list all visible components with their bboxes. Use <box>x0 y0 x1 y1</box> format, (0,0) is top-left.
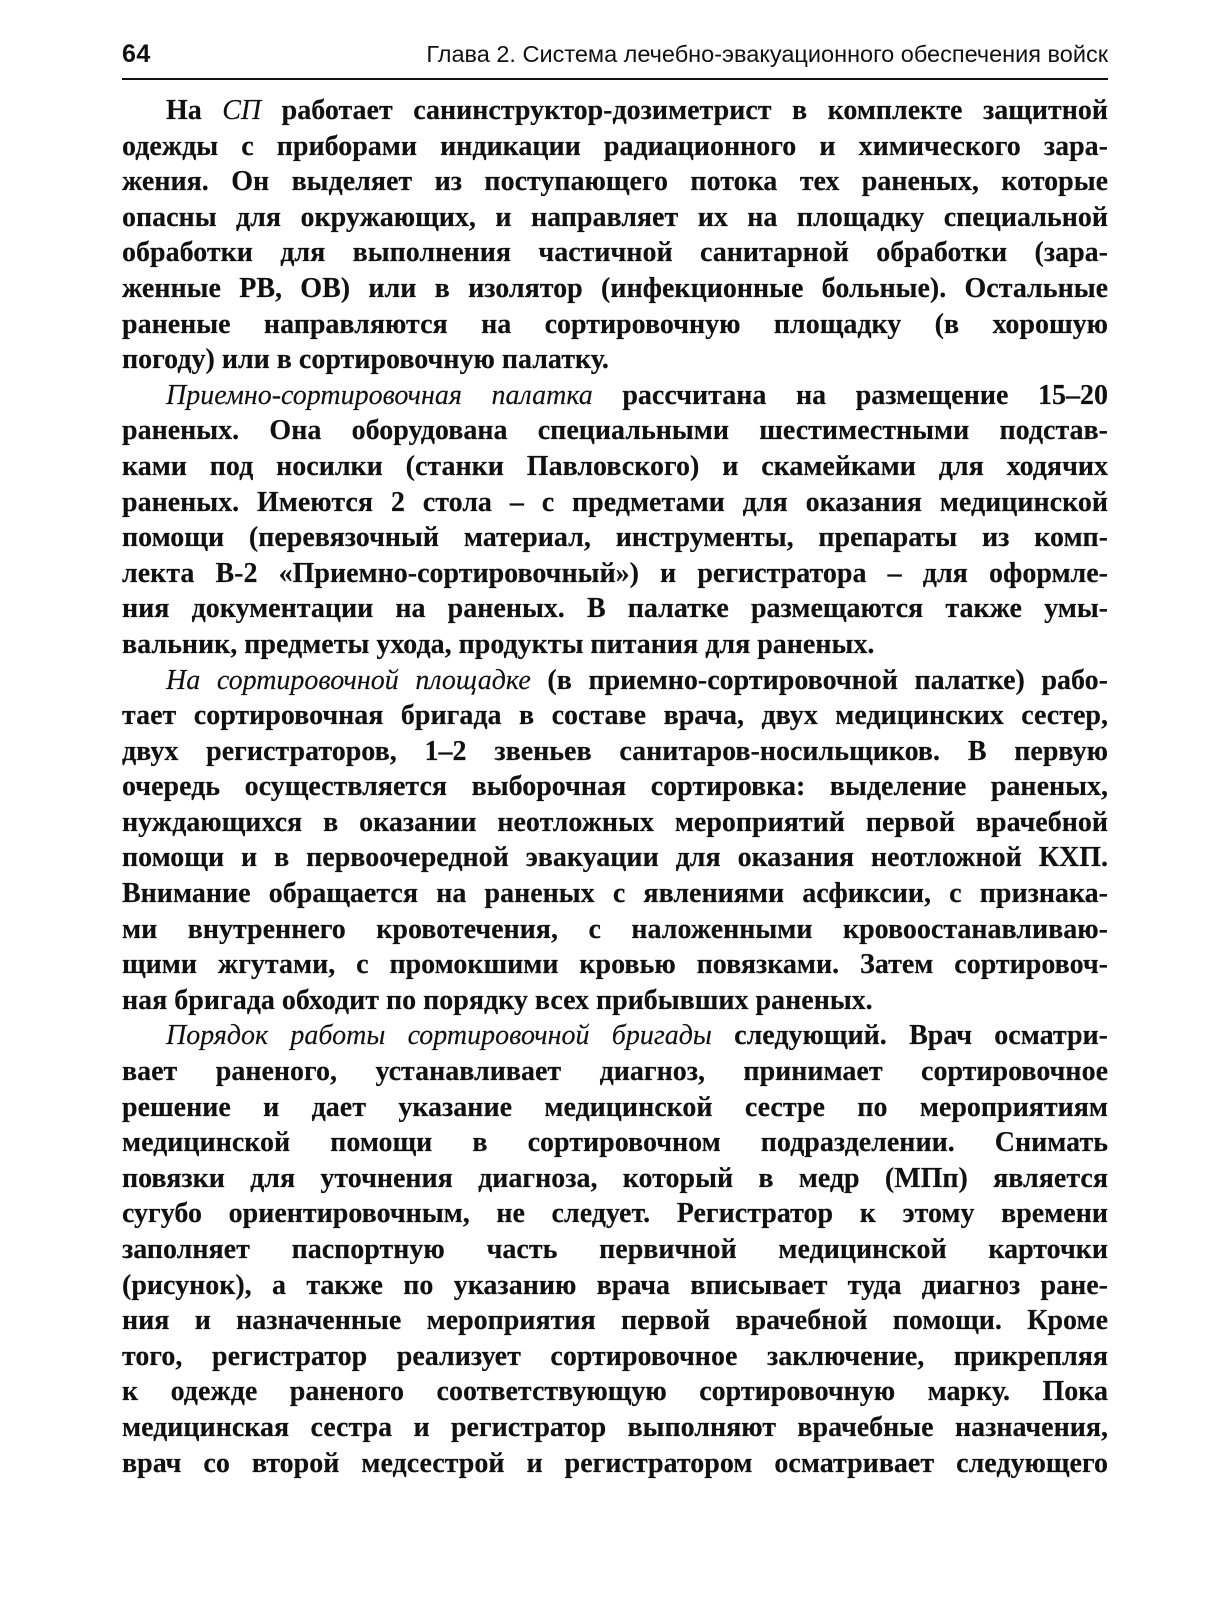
paragraph-line: Внимание обращается на раненых с явлениями асфиксии, с признака- <box>122 878 1108 910</box>
paragraph-line: тает сортировочная бригада в составе врача, двух медицинских сестер, <box>122 700 1108 732</box>
paragraph-line: вальник, предметы ухода, продукты питания для раненых. <box>122 628 875 660</box>
body-text <box>122 93 1108 1481</box>
paragraph-line: ная бригада обходит по порядку всех прибывших раненых. <box>122 984 873 1016</box>
paragraph-line <box>122 93 1108 129</box>
paragraph-line-text: рассчитана на размещение 15–20 <box>592 379 1108 411</box>
paragraph-line <box>122 1018 1108 1054</box>
paragraph-line: сугубо ориентировочным, не следует. Регистратор к этому времени <box>122 1198 1108 1230</box>
paragraph-line: медицинской помощи в сортировочном подразделении. Снимать <box>122 1127 1108 1159</box>
paragraph-line: ми внутреннего кровотечения, с наложенными кровоостанавливаю- <box>122 913 1108 945</box>
paragraph-line: повязки для уточнения диагноза, который в медр (МПп) является <box>122 1162 1108 1194</box>
paragraph-line: (рисунок), а также по указанию врача вписывает туда диагноз ране- <box>122 1269 1108 1301</box>
paragraph-line: помощи (перевязочный материал, инструменты, препараты из комп- <box>122 522 1108 554</box>
paragraph-line: вает раненого, устанавливает диагноз, принимает сортировочное <box>122 1056 1108 1088</box>
paragraph-line: двух регистраторов, 1–2 звеньев санитаров-носильщиков. В первую <box>122 735 1108 767</box>
paragraph-line: медицинская сестра и регистратор выполняют врачебные назначения, <box>122 1411 1108 1443</box>
emphasized-term: СП <box>222 95 262 126</box>
paragraph-line: нуждающихся в оказании неотложных мероприятий первой врачебной <box>122 806 1108 838</box>
paragraph-lead: На <box>166 95 223 126</box>
paragraph-line: женные РВ, ОВ) или в изолятор (инфекционные больные). Остальные <box>122 272 1108 304</box>
emphasized-term: Порядок работы сортировочной бригады <box>166 1020 712 1052</box>
paragraph-line: погоду) или в сортировочную палатку. <box>122 344 609 376</box>
paragraph-line: решение и дает указание медицинской сестре по мероприятиям <box>122 1091 1108 1123</box>
paragraph-line: ками под носилки (станки Павловского) и скамейками для ходячих <box>122 450 1108 482</box>
paragraph-line: раненых. Она оборудована специальными шестиместными подстав- <box>122 415 1108 447</box>
paragraph-line: одежды с приборами индикации радиационного и химического зара- <box>122 130 1108 162</box>
paragraph-line-text: следующий. Врач осматри- <box>711 1020 1108 1052</box>
paragraph-line <box>122 378 1108 414</box>
paragraph-line: раненых. Имеются 2 стола – с предметами для оказания медицинской <box>122 486 1108 518</box>
paragraph-line: того, регистратор реализует сортировочное заключение, прикрепляя <box>122 1340 1108 1372</box>
chapter-title: Глава 2. Система лечебно-эвакуационного обеспечения войск <box>426 41 1108 67</box>
paragraph-line: к одежде раненого соответствующую сортировочную марку. Пока <box>122 1376 1108 1408</box>
emphasized-term: Приемно-сортировочная палатка <box>166 379 593 411</box>
paragraph-line: врач со второй медсестрой и регистратором осматривает следующего <box>122 1447 1108 1479</box>
paragraph-line: ния документации на раненых. В палатке размещаются также умы- <box>122 593 1108 625</box>
page-number: 64 <box>122 40 151 68</box>
paragraph-3 <box>122 663 1108 1019</box>
paragraph-line: раненые направляются на сортировочную площадку (в хорошую <box>122 308 1108 340</box>
paragraph-4 <box>122 1018 1108 1481</box>
paragraph-line-text: (в приемно-сортировочной палатке) рабо- <box>530 664 1108 696</box>
paragraph-line: щими жгутами, с промокшими кровью повязками. Затем сортировоч- <box>122 949 1108 981</box>
paragraph-line: помощи и в первоочередной эвакуации для оказания неотложной КХП. <box>122 842 1108 874</box>
paragraph-line: жения. Он выделяет из поступающего потока тех раненых, которые <box>122 166 1108 198</box>
paragraph-1 <box>122 93 1108 378</box>
running-head <box>122 38 1108 80</box>
paragraph-line: ния и назначенные мероприятия первой врачебной помощи. Кроме <box>122 1305 1108 1337</box>
paragraph-line: обработки для выполнения частичной санитарной обработки (зара- <box>122 237 1108 269</box>
paragraph-line: очередь осуществляется выборочная сортировка: выделение раненых, <box>122 771 1108 803</box>
paragraph-line: опасны для окружающих, и направляет их на площадку специальной <box>122 201 1108 233</box>
paragraph-line-text: работает санинструктор-дозиметрист в комплекте защитной <box>261 95 1108 126</box>
paragraph-line: заполняет паспортную часть первичной медицинской карточки <box>122 1234 1108 1265</box>
paragraph-2 <box>122 378 1108 663</box>
emphasized-term: На сортировочной площадке <box>166 664 531 696</box>
paragraph-line: лекта В-2 «Приемно-сортировочный») и регистратора – для оформле- <box>122 557 1108 589</box>
paragraph-line <box>122 663 1108 699</box>
